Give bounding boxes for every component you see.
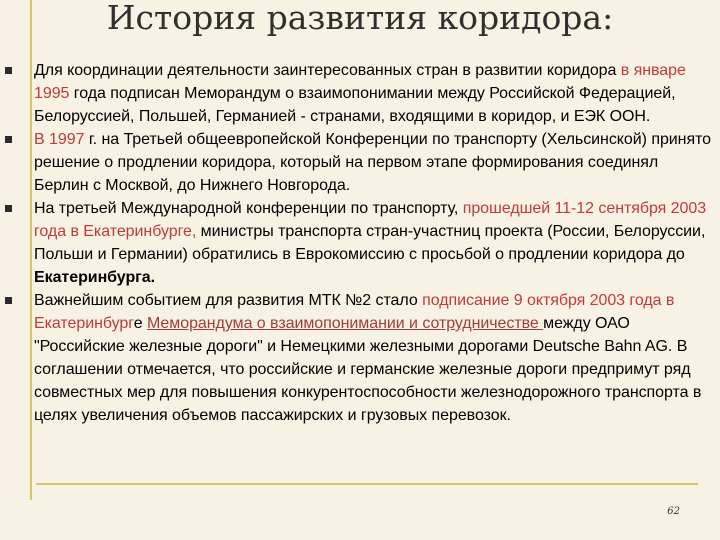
square-bullet-icon xyxy=(5,67,12,74)
item-text: Для координации деятельности заинтересованных стран в развитии коридора xyxy=(34,62,621,79)
item-text: министры транспорта стран-участниц проекта (России, Белоруссии, Польши и Германии) обратились в Еврокомиссию с просьбой о продлении коридора до xyxy=(34,223,706,263)
item-text: е xyxy=(133,315,147,332)
bottom-border-line xyxy=(36,483,698,485)
item-text: г. на Третьей общеевропейской Конференции по транспорту (Хельсинской) принято решение о продлении коридора, который на первом этапе формирования соединял Берлин с Москвой, до Нижнего Новгорода. xyxy=(34,131,712,194)
page-number: 62 xyxy=(667,506,680,517)
item-text: На третьей Международной конференции по транспорту, xyxy=(34,200,463,217)
square-bullet-icon xyxy=(5,136,12,143)
list-item xyxy=(0,197,712,289)
square-bullet-icon xyxy=(5,297,12,304)
list-item xyxy=(0,59,712,128)
list-item xyxy=(0,128,712,197)
slide-title: История развития коридора: xyxy=(106,0,614,37)
highlighted-date: в январе 1995 xyxy=(34,62,686,102)
bold-city: Екатеринбурга. xyxy=(34,269,156,286)
item-text: года подписан Меморандум о взаимопонимании между Российской Федерацией, Белоруссией, Польшей, Германией - странами, входящими в коридор, и ЕЭК ООН. xyxy=(34,85,676,125)
square-bullet-icon xyxy=(5,205,12,212)
highlighted-date: В 1997 xyxy=(34,131,85,148)
list-item xyxy=(0,289,712,427)
inline-link[interactable]: , xyxy=(191,223,197,240)
highlighted-date: прошедшей 11-12 сентября 2003 года в Екатеринбурге xyxy=(34,200,707,240)
item-text: Важнейшим событием для развития МТК №2 стало xyxy=(34,292,423,309)
item-text: между ОАО "Российские железные дороги" и Немецкими железными дорогами Deutsche Bahn AG. В соглашении отмечается, что российские и германские железные дороги предпримут ряд совместных мер для повышения конкурентоспособности железнодорожного транспорта в целях увеличения объемов пассажирских и грузовых перевозок. xyxy=(34,315,702,424)
highlighted-date: подписание 9 октября 2003 года в Екатеринбург xyxy=(34,292,675,332)
bullet-list xyxy=(0,59,720,427)
memorandum-link[interactable]: Меморандума о взаимопонимании и сотрудничестве xyxy=(146,315,544,332)
